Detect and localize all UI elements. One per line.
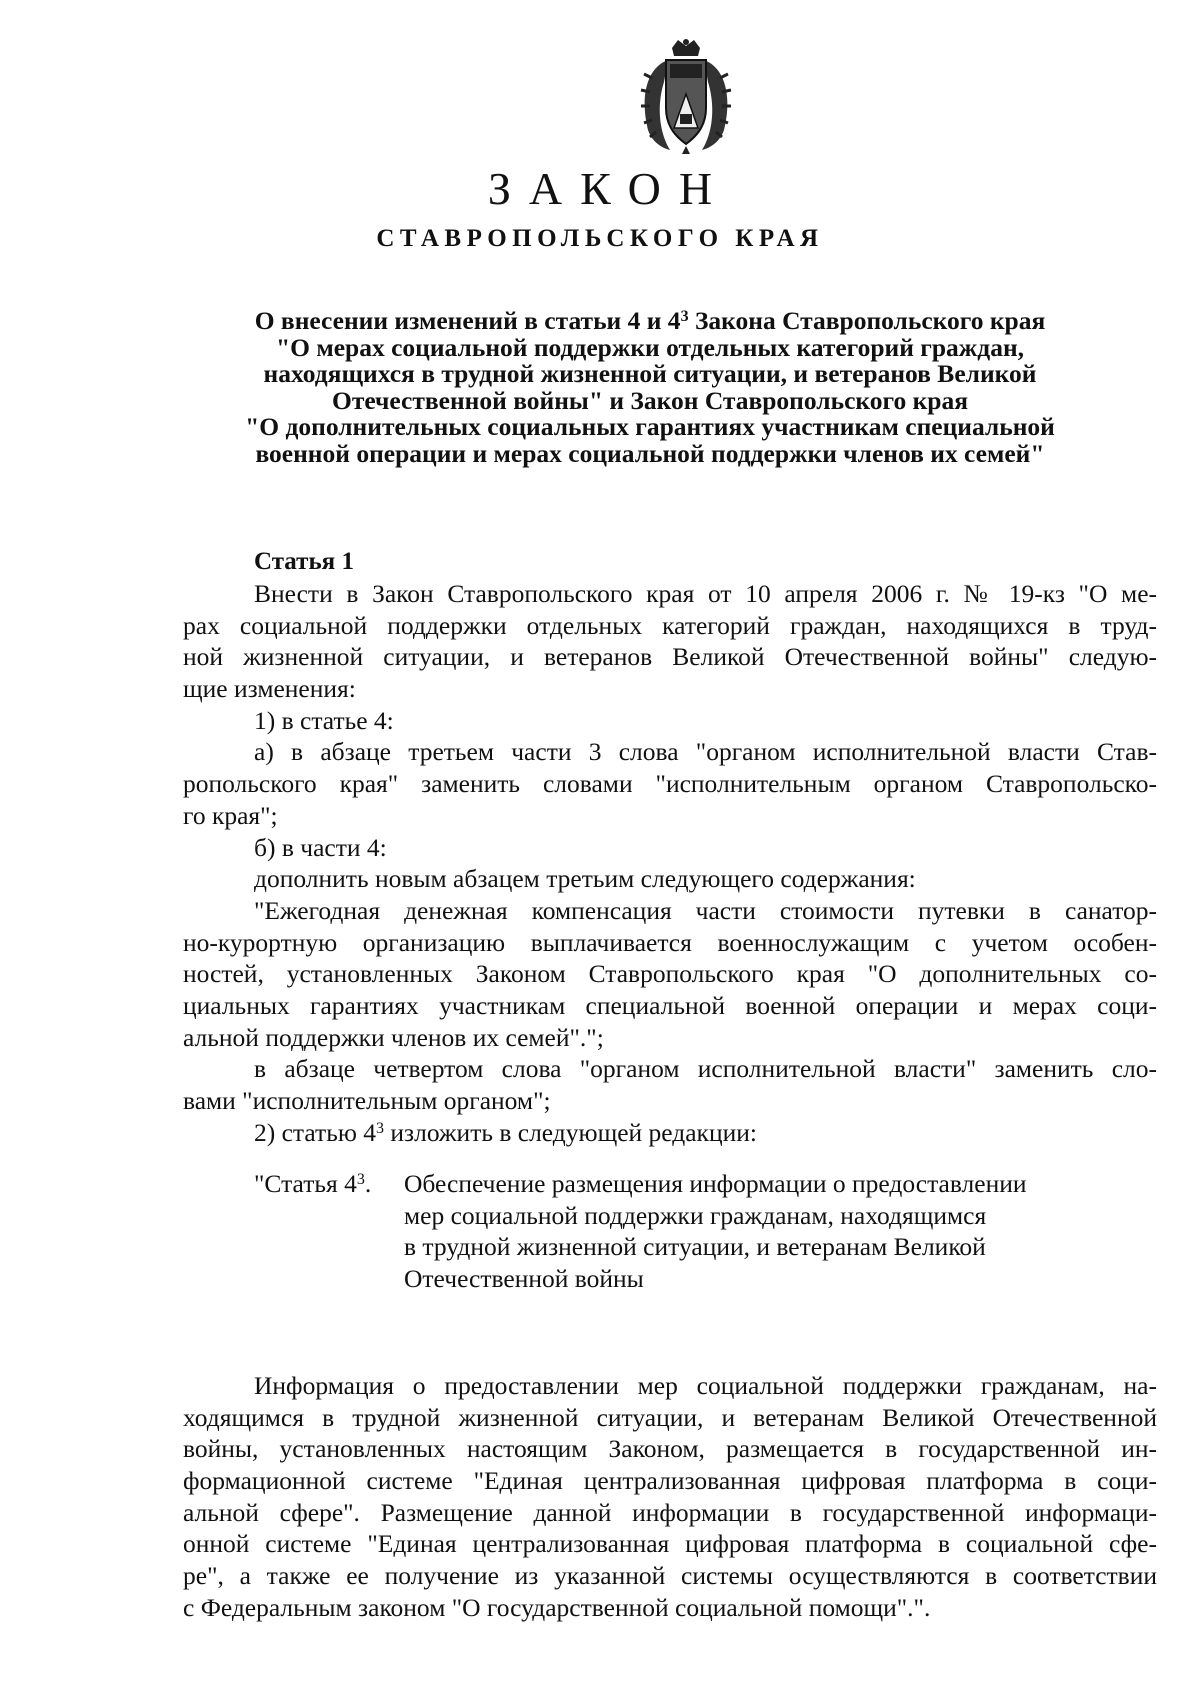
body-line: с Федеральным законом "О государственной социальной помощи".". [183,1592,931,1622]
body-line: но-курортную организацию выплачивается военнослужащим с учетом особен- [183,927,1157,957]
stavropol-coat-of-arms-icon [638,38,734,156]
heading-line: военной операции и мерах социальной поддержки членов их семей" [255,438,1045,468]
heading-line: находящихся в трудной жизненной ситуации, и ветеранов Великой [263,359,1037,388]
heading-line: "О мерах социальной поддержки отдельных категорий граждан, [275,332,1025,362]
body-line: войны, установленных настоящим Законом, размещается в государственной ин- [183,1434,1157,1464]
body-line: "Ежегодная денежная компенсация части стоимости путевки в санатор- [254,895,1157,925]
body-line: б) в части 4: [254,832,387,862]
body-line: альной поддержки членов их семей"."; [183,1022,604,1052]
new-article-label: "Статья $4^3$. [254,1169,372,1198]
body-line: онной системе "Единая централизованная цифровая платформа в социальной сфе- [183,1529,1157,1559]
body-line: ре", а также ее получение из указанной системы осуществляются в соответствии [183,1561,1157,1591]
body-line: рах социальной поддержки отдельных категорий граждан, находящихся в труд- [183,610,1157,640]
new-article-title: Обеспечение размещения информации о предоставлении мер социальной поддержки гражданам, находящимся в трудной жизненной ситуации, и ветеранам Великой Отечественной войны [404,1169,1027,1294]
body-line: ной жизненной ситуации, и ветеранов Великой Отечественной войны" следую- [183,642,1157,672]
body-line: ностей, установленных Законом Ставропольского края "О дополнительных со- [183,959,1157,989]
body-line: ропольского края" заменить словами "исполнительным органом Ставропольско- [183,769,1157,799]
region-title: СТАВРОПОЛЬСКОГО КРАЯ [376,225,824,252]
body-line: 1) в статье 4: [254,705,394,735]
heading-line: О внесении изменений в статьи 4 и $4^3$ Закона Ставропольского края [254,306,1046,335]
law-title: ЗАКОН [487,163,731,214]
law-heading [180,308,1120,467]
body-line: формационной системе "Единая централизованная цифровая платформа в соци- [183,1466,1157,1496]
body-line: го края"; [183,800,278,830]
body-line: дополнить новым абзацем третьим следующего содержания: [254,864,916,894]
body-line: Внести в Закон Ставропольского края от 10 апреля 2006 г. № 19-кз "О ме- [254,579,1157,608]
heading-line: Отечественной войны" и Закон Ставропольского края [332,385,968,415]
body-line: Информация о предоставлении мер социальной поддержки гражданам, на- [254,1371,1157,1400]
body-line: 2) статью $4^3$ изложить в следующей редакции: [254,1117,757,1147]
article-body-part-a [183,578,1157,1148]
heading-line: "О дополнительных социальных гарантиях участникам специальной [245,412,1055,441]
article-body-part-b [183,1370,1157,1624]
body-line: циальных гарантиях участникам специальной военной операции и мерах соци- [183,990,1157,1020]
body-line: вами "исполнительным органом"; [183,1086,551,1115]
article-title: Статья 1 [254,548,354,575]
body-line: щие изменения: [183,674,356,704]
body-line: альной сфере". Размещение данной информации в государственной информаци- [183,1497,1157,1527]
body-line: в абзаце четвертом слова "органом исполнительной власти" заменить сло- [254,1054,1157,1084]
body-line: а) в абзаце третьем части 3 слова "органом исполнительной власти Став- [254,737,1157,767]
body-line: ходящимся в трудной жизненной ситуации, и ветеранам Великой Отечественной [183,1402,1157,1432]
